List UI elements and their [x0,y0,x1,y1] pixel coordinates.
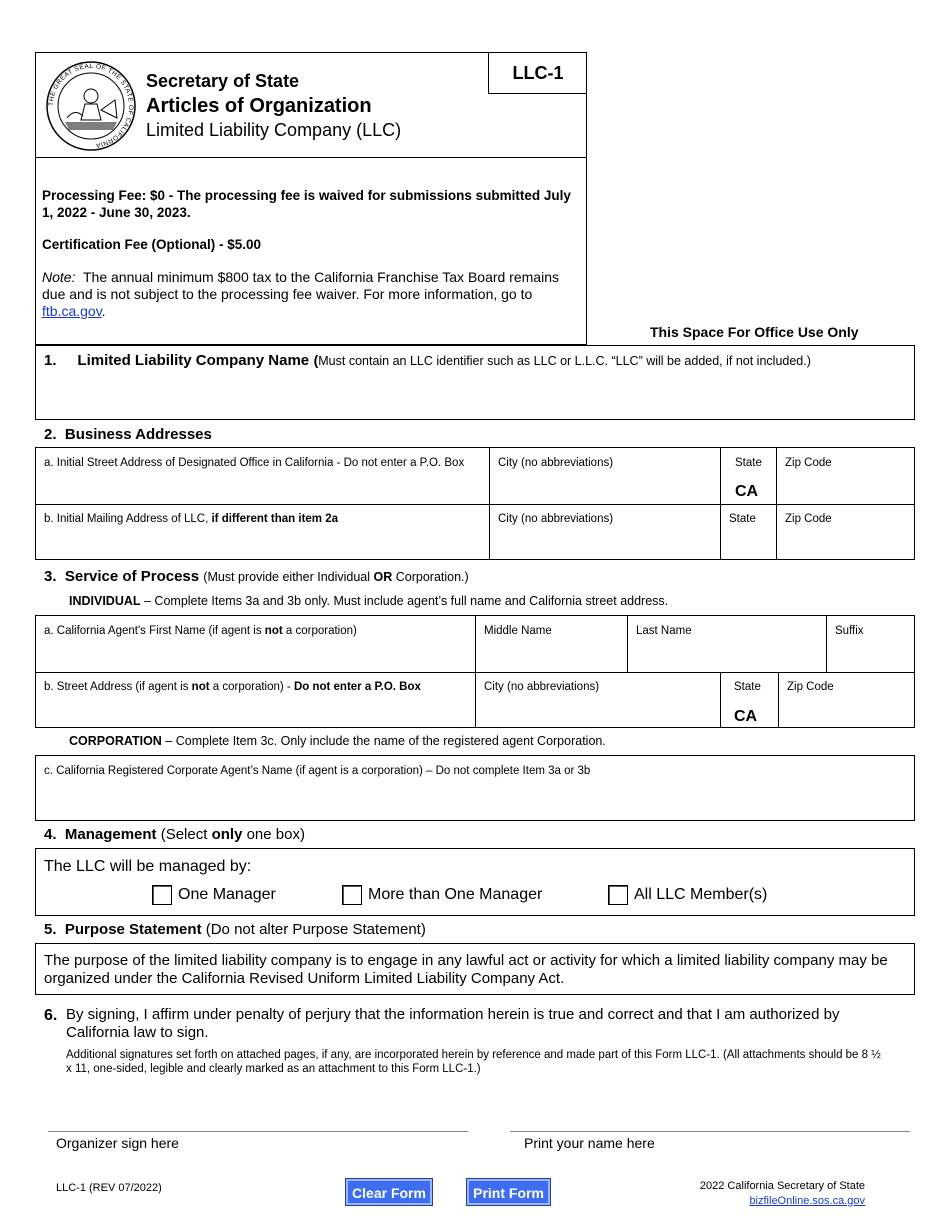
section-4-heading: 4. Management (Select only one box) [44,826,305,843]
section-1-heading [44,352,811,370]
zip-input[interactable] [783,476,912,500]
section-3-number: 3. [44,568,57,585]
section-1-paren: ( [313,352,319,368]
agent-state-label: State [734,681,761,693]
section-2-title: Business Addresses [64,426,212,443]
note-end: . [101,303,106,319]
street-address-input[interactable] [42,476,486,500]
form-title: Articles of Organization [146,95,372,117]
middle-name-label: Middle Name [484,625,552,637]
one-manager-label: One Manager [178,886,276,904]
office-use-label: This Space For Office Use Only [650,324,859,340]
city-label: City (no abbreviations) [498,457,614,469]
print-form-button[interactable]: Print Form [467,1179,550,1205]
corporate-agent-box [35,755,915,821]
last-name-input[interactable] [634,644,823,668]
certification-fee: Certification Fee (Optional) - $5.00 [42,237,262,252]
zip-label: Zip Code [785,457,832,469]
all-members-checkbox[interactable] [608,885,628,905]
llc-name-box [35,345,915,420]
header-box [35,52,587,345]
multiple-managers-checkbox[interactable] [342,885,362,905]
mailing-state-input[interactable] [727,532,775,556]
purpose-box [35,943,915,995]
california-seal-icon [45,60,137,152]
mailing-zip-input[interactable] [783,532,912,556]
city-input[interactable] [496,476,715,500]
agent-zip-label: Zip Code [787,681,834,693]
corporation-instruction: CORPORATION – Complete Item 3c. Only include the name of the registered agent Corporation. [69,734,606,748]
agent-city-input[interactable] [482,700,716,724]
fee-note [42,269,562,320]
form-revision: LLC-1 (REV 07/2022) [56,1182,162,1194]
agent-state-value: CA [734,708,758,725]
copyright: 2022 California Secretary of State [699,1180,865,1192]
management-intro: The LLC will be managed by: [44,858,252,875]
agent-city-label: City (no abbreviations) [484,681,600,693]
form-subtitle: Limited Liability Company (LLC) [146,120,402,140]
bizfile-link[interactable]: bizfileOnline.sos.ca.gov [749,1195,865,1207]
svg-text:THE GREAT SEAL OF THE STATE OF: THE GREAT SEAL OF THE STATE OF CALIFORNIA [47,62,135,149]
section-3-heading [44,568,469,585]
agency-title: Secretary of State [146,71,300,91]
suffix-label: Suffix [835,625,864,637]
corporate-agent-label: c. California Registered Corporate Agent’s Name (if agent is a corporation) – Do not complete Item 3a or 3b [44,765,591,777]
mailing-state-label: State [729,513,756,525]
middle-name-input[interactable] [482,644,624,668]
mailing-zip-label: Zip Code [785,513,832,525]
section-3-hint: (Must provide either Individual OR Corporation.) [203,570,469,584]
mailing-city-label: City (no abbreviations) [498,513,614,525]
section-5-number: 5. [44,921,57,938]
ftb-link[interactable]: ftb.ca.gov [42,303,102,319]
section-4-title: Management [64,826,157,843]
section-4-number: 4. [44,826,57,843]
clear-form-button[interactable]: Clear Form [346,1179,432,1205]
signature-line[interactable] [48,1131,468,1132]
purpose-text: The purpose of the limited liability company is to engage in any lawful act or activity for which a limited liability company may be organized under the California Revised Uniform Limited Liability Company Act. [44,952,888,987]
corporate-agent-input[interactable] [42,788,906,816]
form-id-box [488,52,587,94]
section-1-title: Limited Liability Company Name [77,352,310,369]
mailing-address-label: b. Initial Mailing Address of LLC, if different than item 2a [44,513,339,525]
section-2-number: 2. [44,426,57,443]
section-6-affirmation: By signing, I affirm under penalty of perjury that the information herein is true and correct and that I am authorized by California law to sign. [66,1006,840,1041]
last-name-label: Last Name [636,625,692,637]
suffix-input[interactable] [833,644,912,668]
all-members-label: All LLC Member(s) [634,886,768,904]
one-manager-checkbox[interactable] [152,885,172,905]
processing-fee: Processing Fee: $0 - The processing fee is waived for submissions submitted July 1, 2022 - June 30, 2023. [42,188,571,220]
business-address-table [35,447,915,560]
management-box [35,848,915,916]
multiple-managers-label: More than One Manager [368,886,543,904]
printed-name-line[interactable] [510,1131,910,1132]
option-multiple-managers[interactable] [342,885,542,905]
agent-zip-input[interactable] [785,700,912,724]
section-1-number: 1. [44,352,57,369]
section-6-number: 6. [44,1007,58,1024]
state-value: CA [735,483,759,500]
mailing-address-input[interactable] [42,532,486,556]
section-1-hint: Must contain an LLC identifier such as LLC or L.L.C. “LLC” will be added, if not included.) [318,354,811,368]
option-one-manager[interactable] [152,885,276,905]
mailing-city-input[interactable] [496,532,715,556]
agent-first-name-label: a. California Agent's First Name (if agent is not a corporation) [44,625,357,637]
individual-instruction: INDIVIDUAL – Complete Items 3a and 3b only. Must include agent’s full name and California street address. [69,594,669,608]
agent-first-name-input[interactable] [42,644,471,668]
street-address-label: a. Initial Street Address of Designated Office in California - Do not enter a P.O. Box [44,457,465,469]
form-id: LLC-1 [512,63,564,83]
section-5-title: Purpose Statement [64,921,202,938]
note-text: The annual minimum $800 tax to the California Franchise Tax Board remains due and is not subject to the processing fee waiver. For more information, go to [42,269,559,302]
state-label: State [735,457,762,469]
agent-street-input[interactable] [42,700,471,724]
option-all-members[interactable] [608,885,767,905]
agent-street-label: b. Street Address (if agent is not a corporation) - Do not enter a P.O. Box [44,681,421,693]
llc-name-input[interactable] [66,380,900,410]
signature-label: Organizer sign here [56,1135,179,1151]
agent-individual-table [35,615,915,728]
section-2-heading [44,426,212,443]
section-5-heading [44,921,426,938]
section-5-hint: (Do not alter Purpose Statement) [201,921,426,938]
section-3-title: Service of Process [64,568,200,585]
printed-name-label: Print your name here [524,1135,655,1151]
section-6-attachments-note: Additional signatures set forth on attached pages, if any, are incorporated herein by reference and made part of this Form LLC-1. (All attachments should be 8 ½ x 11, one-sided, legible and clearly marked as an attachment to this Form LLC-1.) [66,1049,881,1075]
note-label: Note: [42,269,76,285]
